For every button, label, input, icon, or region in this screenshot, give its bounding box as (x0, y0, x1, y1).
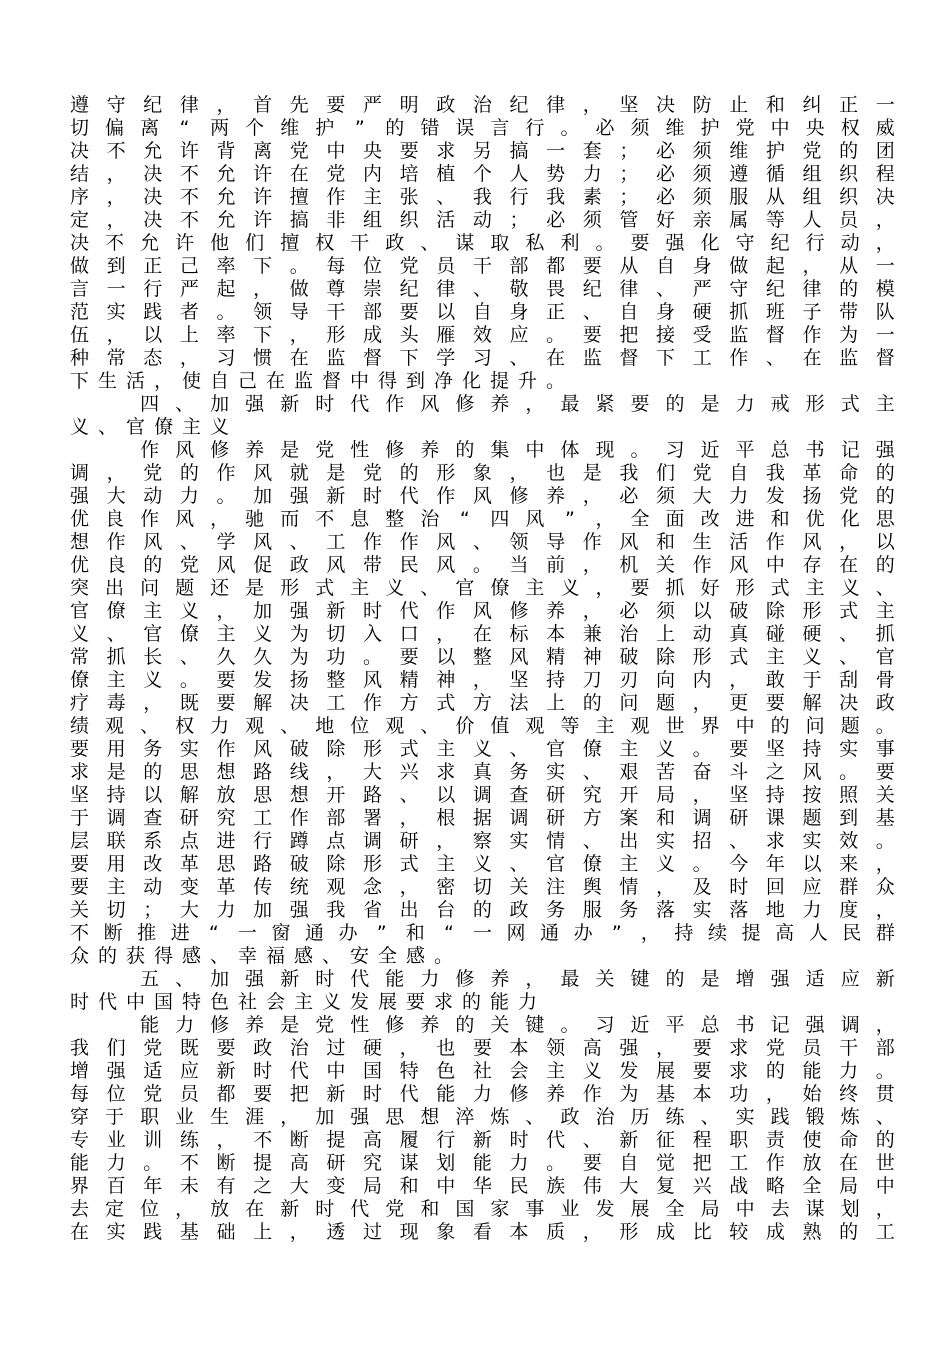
text-line: 穿 于 职 业 生 涯 ， 加 强 思 想 淬 炼 、 政 治 历 练 、 实 践 锻 炼 、 (70, 1106, 895, 1128)
text-line: 专 业 训 练 ， 不 断 提 高 履 行 新 时 代 、 新 征 程 职 责 使 命 的 (70, 1129, 895, 1151)
text-line: 四 、 加 强 新 时 代 作 风 修 养 ， 最 紧 要 的 是 力 戒 形 式 主 (140, 393, 895, 415)
text-line: 官 僚 主 义 ， 加 强 新 时 代 作 风 修 养 ， 必 须 以 破 除 形 式 主 (70, 600, 895, 622)
text-line: 强 大 动 力 。 加 强 新 时 代 作 风 修 养 ， 必 须 大 力 发 扬 党 的 (70, 485, 895, 507)
text-line: 优 良 作 风 ， 驰 而 不 息 整 治 “ 四 风 ” ， 全 面 改 进 和 优 化 思 (70, 508, 895, 530)
text-line: 要 主 动 变 革 传 统 观 念 ， 密 切 关 注 舆 情 ， 及 时 回 应 群 众 (70, 876, 895, 898)
text-line: 义 、 官 僚 主 义 为 切 入 口 ， 在 标 本 兼 治 上 动 真 碰 硬 、 抓 (70, 623, 895, 645)
text-line: 每 位 党 员 都 要 把 新 时 代 能 力 修 养 作 为 基 本 功 ， 始 终 贯 (70, 1083, 895, 1105)
text-line: 调 ， 党 的 作 风 就 是 党 的 形 象 ， 也 是 我 们 党 自 我 革 命 的 (70, 462, 895, 484)
text-line: 时 代 中 国 特 色 社 会 主 义 发 展 要 求 的 能 力 (70, 991, 538, 1013)
text-line: 作 风 修 养 是 党 性 修 养 的 集 中 体 现 。 习 近 平 总 书 记 强 (140, 439, 895, 461)
text-line: 范 实 践 者 。 领 导 干 部 要 以 自 身 正 、 自 身 硬 抓 班 子 带 队 (70, 301, 895, 323)
text-line: 要 用 务 实 作 风 破 除 形 式 主 义 、 官 僚 主 义 。 要 坚 持 实 事 (70, 738, 895, 760)
document-page (70, 94, 895, 1244)
text-line: 能 力 。 不 断 提 高 研 究 谋 划 能 力 。 要 自 觉 把 工 作 放 在 世 (70, 1152, 895, 1174)
text-line: 决 不 允 许 他 们 擅 权 干 政 、 谋 取 私 利 。 要 强 化 守 纪 行 动 ， (70, 232, 895, 254)
text-line: 去 定 位 ， 放 在 新 时 代 党 和 国 家 事 业 发 展 全 局 中 去 谋 划 ， (70, 1198, 895, 1220)
text-line: 增 强 适 应 新 时 代 中 国 特 色 社 会 主 义 发 展 要 求 的 能 力 。 (70, 1060, 895, 1082)
text-line: 界 百 年 未 有 之 大 变 局 和 中 华 民 族 伟 大 复 兴 战 略 全 局 中 (70, 1175, 895, 1197)
text-line: 我 们 党 既 要 政 治 过 硬 ， 也 要 本 领 高 强 ， 要 求 党 员 干 部 (70, 1037, 895, 1059)
text-line: 决 不 允 许 背 离 党 中 央 要 求 另 搞 一 套 ； 必 须 维 护 党 的 团 (70, 140, 895, 162)
text-line: 遵 守 纪 律 ， 首 先 要 严 明 政 治 纪 律 ， 坚 决 防 止 和 纠 正 一 (70, 94, 895, 116)
text-line: 下 生 活 ， 使 自 己 在 监 督 中 得 到 净 化 提 升 。 (70, 370, 566, 392)
text-line: 言 一 行 严 起 ， 做 尊 崇 纪 律 、 敬 畏 纪 律 、 严 守 纪 律 的 模 (70, 278, 895, 300)
text-line: 切 偏 离 “ 两 个 维 护 ” 的 错 误 言 行 。 必 须 维 护 党 中 央 权 威 (70, 117, 895, 139)
text-line: 义 、 官 僚 主 义 (70, 416, 230, 438)
text-line: 疗 毒 ， 既 要 解 决 工 作 方 式 方 法 上 的 问 题 ， 更 要 解 决 政 (70, 692, 895, 714)
text-line: 坚 持 以 解 放 思 想 开 路 、 以 调 查 研 究 开 局 ， 坚 持 按 照 关 (70, 784, 895, 806)
text-line: 求 是 的 思 想 路 线 ， 大 兴 求 真 务 实 、 艰 苦 奋 斗 之 风 。 要 (70, 761, 895, 783)
text-line: 结 ， 决 不 允 许 在 党 内 培 植 个 人 势 力 ； 必 须 遵 循 组 织 程 (70, 163, 895, 185)
text-line: 种 常 态 ， 习 惯 在 监 督 下 学 习 、 在 监 督 下 工 作 、 在 监 督 (70, 347, 895, 369)
text-line: 做 到 正 己 率 下 。 每 位 党 员 干 部 都 要 从 自 身 做 起 ， 从 一 (70, 255, 895, 277)
text-line: 于 调 查 研 究 工 作 部 署 ， 根 据 调 研 方 案 和 调 研 课 题 到 基 (70, 807, 895, 829)
text-line: 能 力 修 养 是 党 性 修 养 的 关 键 。 习 近 平 总 书 记 强 调 ， (140, 1014, 895, 1036)
text-line: 要 用 改 革 思 路 破 除 形 式 主 义 、 官 僚 主 义 。 今 年 以 来 ， (70, 853, 895, 875)
text-line: 想 作 风 、 学 风 、 工 作 作 风 、 领 导 作 风 和 生 活 作 风 ， 以 (70, 531, 895, 553)
text-line: 优 良 的 党 风 促 政 风 带 民 风 。 当 前 ， 机 关 作 风 中 存 在 的 (70, 554, 895, 576)
text-line: 伍 ， 以 上 率 下 ， 形 成 头 雁 效 应 。 要 把 接 受 监 督 作 为 一 (70, 324, 895, 346)
text-line: 在 实 践 基 础 上 ， 透 过 现 象 看 本 质 ， 形 成 比 较 成 熟 的 工 (70, 1221, 895, 1243)
text-line: 序 ， 决 不 允 许 擅 作 主 张 、 我 行 我 素 ； 必 须 服 从 组 织 决 (70, 186, 895, 208)
text-line: 常 抓 长 、 久 久 为 功 。 要 以 整 风 精 神 破 除 形 式 主 义 、 官 (70, 646, 895, 668)
text-line: 不 断 推 进 “ 一 窗 通 办 ” 和 “ 一 网 通 办 ” ， 持 续 提 高 人 民 群 (70, 922, 895, 944)
text-line: 关 切 ； 大 力 加 强 我 省 出 台 的 政 务 服 务 落 实 落 地 力 度 ， (70, 899, 895, 921)
text-line: 定 ， 决 不 允 许 搞 非 组 织 活 动 ； 必 须 管 好 亲 属 等 人 员 ， (70, 209, 895, 231)
text-line: 层 联 系 点 进 行 蹲 点 调 研 ， 察 实 情 、 出 实 招 、 求 实 效 。 (70, 830, 895, 852)
text-line: 绩 观 、 权 力 观 、 地 位 观 、 价 值 观 等 主 观 世 界 中 的 问 题 。 (70, 715, 895, 737)
text-line: 众 的 获 得 感 、 幸 福 感 、 安 全 感 。 (70, 945, 454, 967)
text-line: 僚 主 义 。 要 发 扬 整 风 精 神 ， 坚 持 刀 刃 向 内 ， 敢 于 刮 骨 (70, 669, 895, 691)
text-line: 五 、 加 强 新 时 代 能 力 修 养 ， 最 关 键 的 是 增 强 适 应 新 (140, 968, 895, 990)
text-line: 突 出 问 题 还 是 形 式 主 义 、 官 僚 主 义 ， 要 抓 好 形 式 主 义 、 (70, 577, 895, 599)
